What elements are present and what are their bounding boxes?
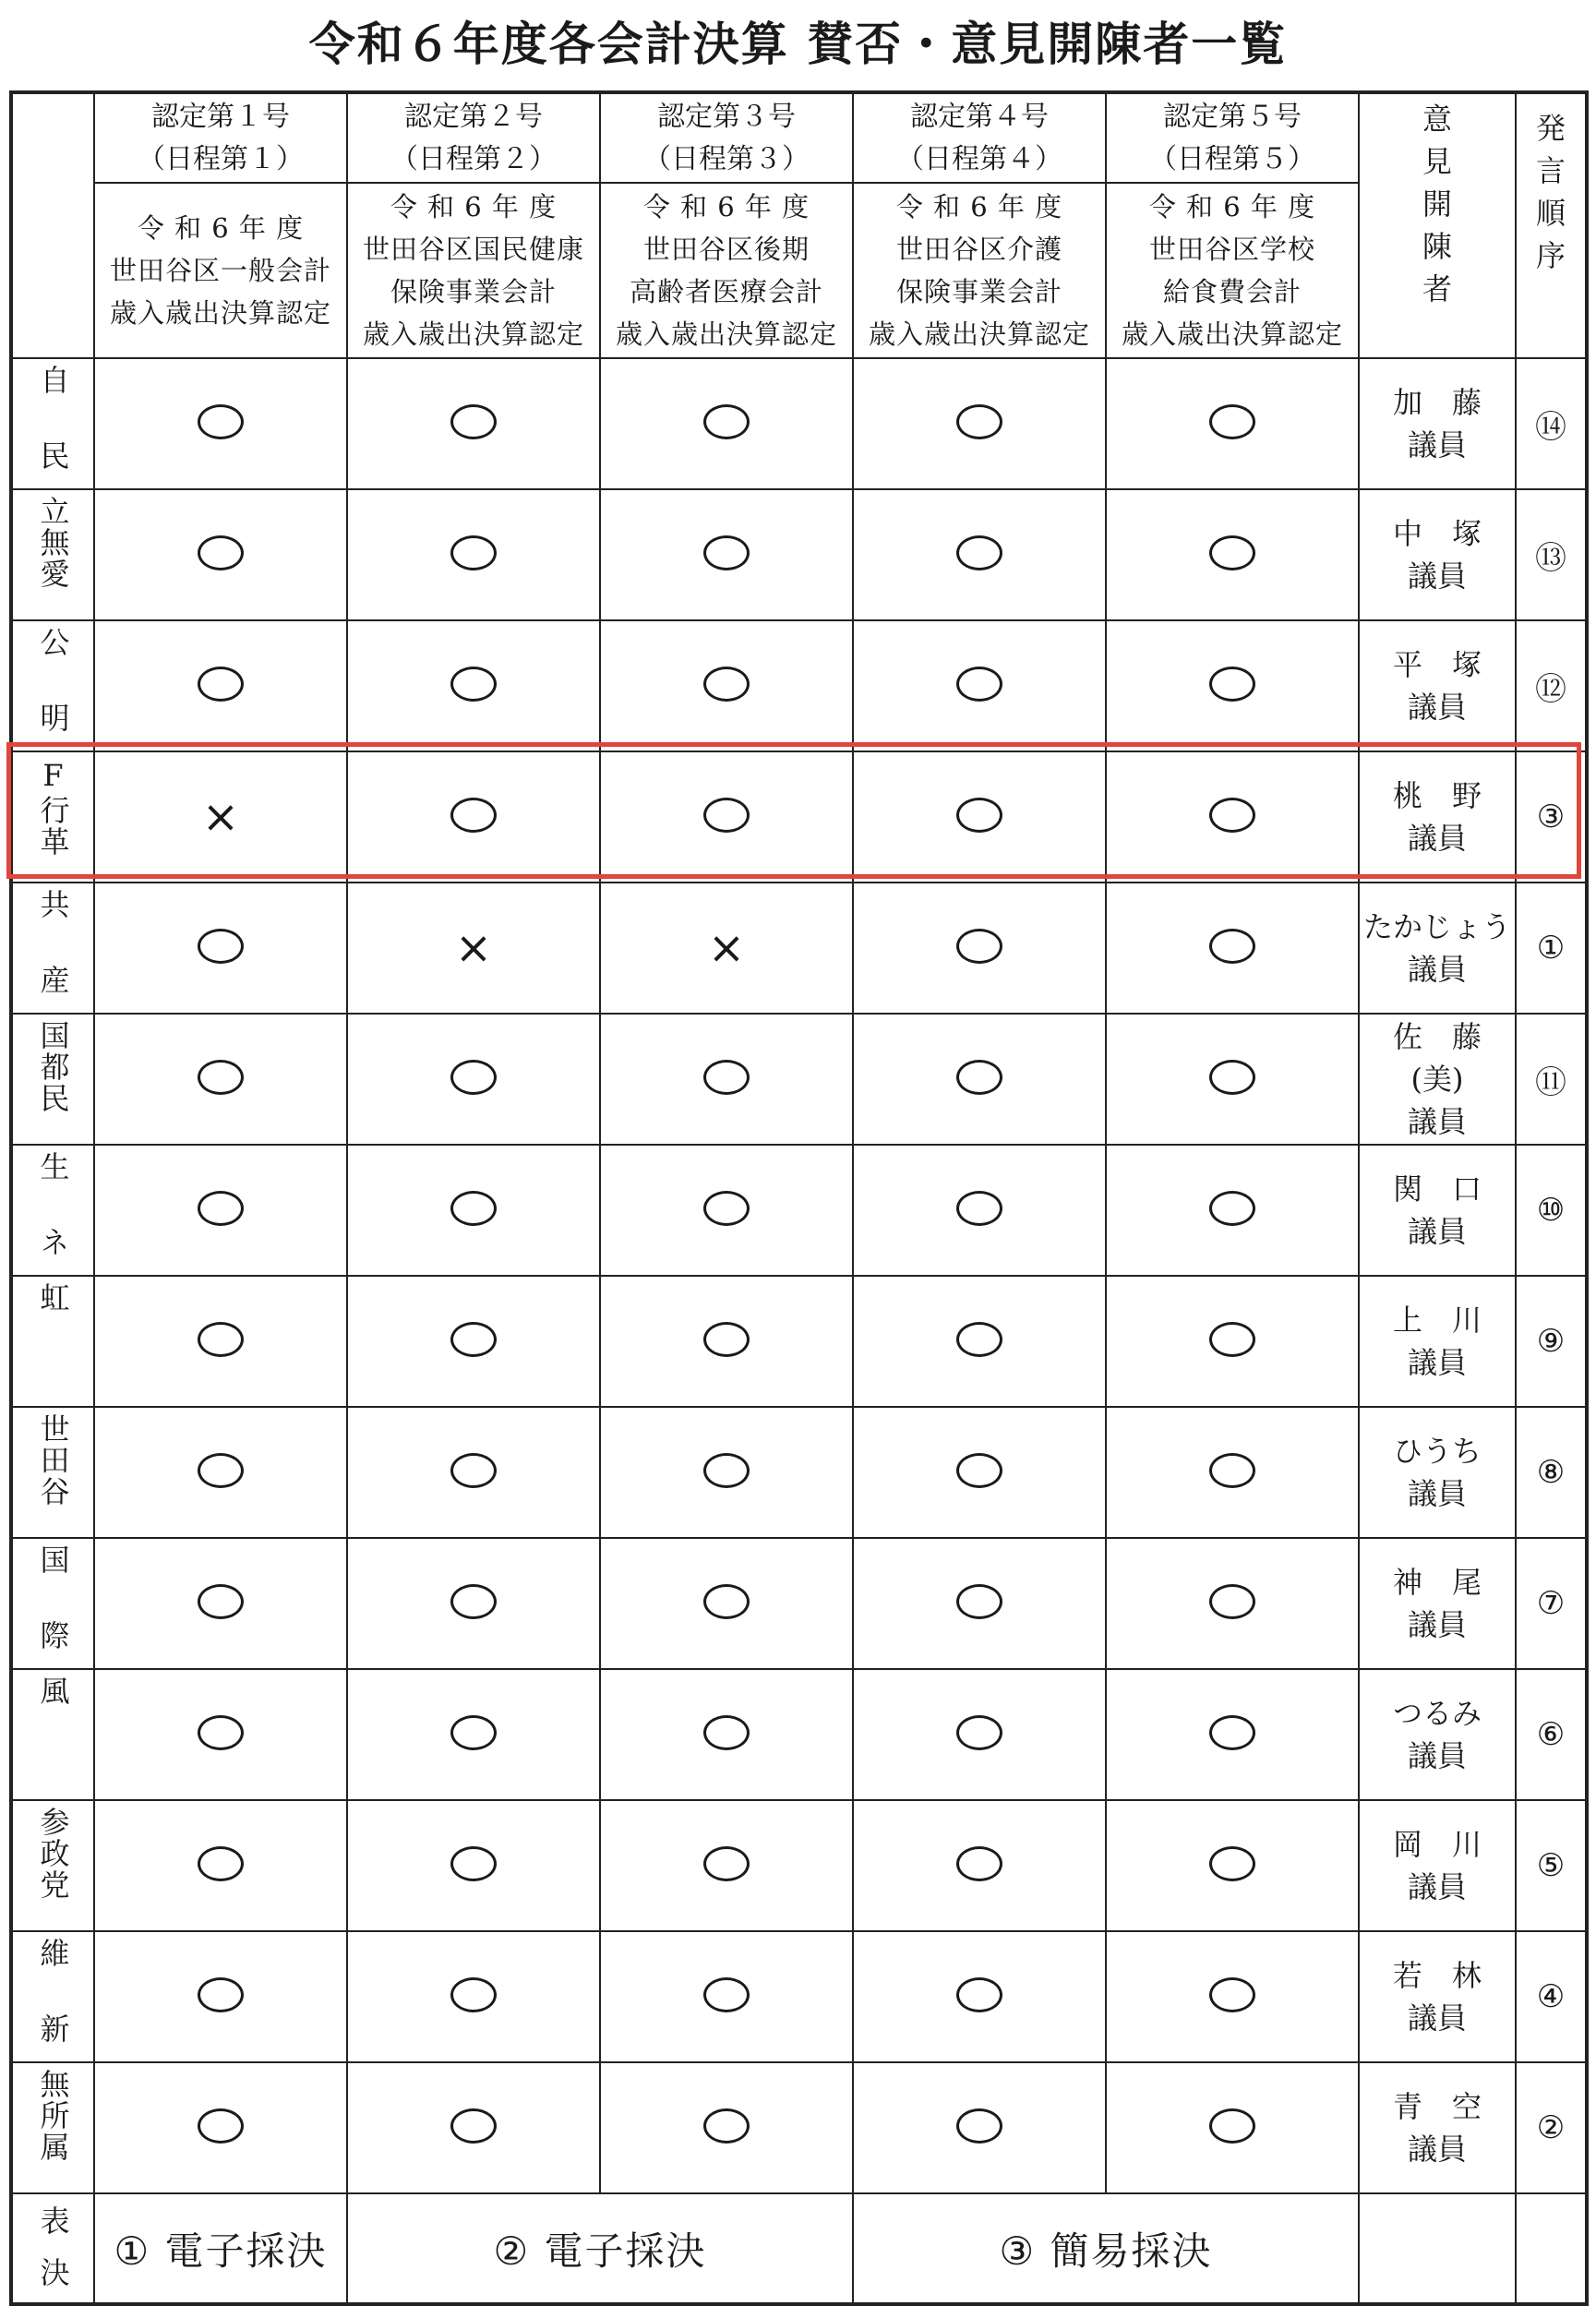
party-name: 虹: [35, 1282, 71, 1314]
vote-yes-mark: [1209, 404, 1255, 439]
speaker-name: つるみ: [1392, 1696, 1482, 1731]
vote-cell: [347, 883, 600, 1014]
vote-yes-mark: [956, 1977, 1002, 2012]
header-item-1-no: 認定第１号 （日程第１）: [94, 92, 347, 183]
speaking-order: ⑨: [1516, 1276, 1587, 1407]
vote-cell: [853, 1014, 1106, 1145]
vote-cell: [853, 883, 1106, 1014]
vote-cell: [853, 751, 1106, 883]
vote-cell: [94, 1669, 347, 1800]
header-row-desc: [11, 183, 1587, 358]
vote-yes-mark: [1209, 798, 1255, 833]
vote-method: ③ 簡易採決: [853, 2193, 1359, 2304]
speaker-cell: [1359, 1407, 1516, 1538]
header-item-5-desc: 令 和 6 年 度 世田谷区学校 給食費会計 歳入歳出決算認定: [1106, 183, 1359, 358]
opinion-header: 意 見 開 陳 者: [1359, 92, 1516, 358]
vote-cell: [347, 489, 600, 620]
vote-yes-mark: [703, 1191, 750, 1226]
vote-cell: [600, 1014, 853, 1145]
speaker-name: 若 林: [1392, 1958, 1482, 1993]
speaker-title: 議員: [1407, 1104, 1467, 1139]
speaker-cell: [1359, 883, 1516, 1014]
party-name: 国都民: [35, 1020, 71, 1114]
speaker-title: 議員: [1407, 2000, 1467, 2036]
speaker-cell: [1359, 1669, 1516, 1800]
vote-yes-mark: [703, 1060, 750, 1095]
vote-yes-mark: [1209, 2108, 1255, 2144]
vote-yes-mark: [956, 2108, 1002, 2144]
vote-yes-mark: [450, 1584, 497, 1619]
vote-cell: [347, 358, 600, 489]
vote-cell: [1106, 1931, 1359, 2062]
speaker-cell: [1359, 489, 1516, 620]
vote-yes-mark: [198, 929, 244, 964]
speaker-title: 議員: [1407, 1869, 1467, 1904]
header-item-1-desc: 令 和 6 年 度 世田谷区一般会計 歳入歳出決算認定: [94, 183, 347, 358]
party-cell: [11, 1669, 94, 1800]
vote-yes-mark: [198, 1191, 244, 1226]
vote-yes-mark: [450, 667, 497, 702]
vote-yes-mark: [956, 798, 1002, 833]
vote-yes-mark: [1209, 1584, 1255, 1619]
party-cell: [11, 358, 94, 489]
vote-yes-mark: [956, 1191, 1002, 1226]
party-cell: [11, 1145, 94, 1276]
speaking-order: ③: [1516, 751, 1587, 883]
speaker-title: 議員: [1407, 690, 1467, 725]
vote-cell: [347, 2062, 600, 2193]
vote-yes-mark: [450, 404, 497, 439]
vote-cell: [853, 1931, 1106, 2062]
vote-cell: [94, 1538, 347, 1669]
vote-yes-mark: [956, 404, 1002, 439]
vote-cell: [94, 1800, 347, 1931]
table-row: [11, 489, 1587, 620]
vote-cell: [94, 1276, 347, 1407]
header-row-top: [11, 92, 1587, 183]
header-item-4-desc: 令 和 6 年 度 世田谷区介護 保険事業会計 歳入歳出決算認定: [853, 183, 1106, 358]
vote-yes-mark: [703, 1453, 750, 1488]
order-header: 発 言 順 序: [1516, 92, 1587, 358]
speaking-order: ⑬: [1516, 489, 1587, 620]
vote-yes-mark: [956, 1060, 1002, 1095]
table-row: [11, 1669, 1587, 1800]
header-item-4-no: 認定第４号 （日程第４）: [853, 92, 1106, 183]
speaker-title: 議員: [1407, 952, 1467, 987]
vote-cell: [600, 1276, 853, 1407]
party-name: 共産: [35, 889, 71, 996]
footer-row: [11, 2193, 1587, 2304]
vote-cell: [853, 1276, 1106, 1407]
vote-yes-mark: [703, 1846, 750, 1881]
vote-cell: [347, 1407, 600, 1538]
speaking-order: ⑫: [1516, 620, 1587, 751]
speaking-order: ②: [1516, 2062, 1587, 2193]
vote-cell: [853, 1669, 1106, 1800]
party-name: 風: [35, 1675, 71, 1707]
vote-cell: [347, 1014, 600, 1145]
vote-yes-mark: [956, 1322, 1002, 1357]
vote-yes-mark: [1209, 1060, 1255, 1095]
vote-cell: [1106, 1014, 1359, 1145]
speaker-name: 中 塚: [1392, 516, 1482, 551]
vote-cell: [1106, 1145, 1359, 1276]
header-item-5-no: 認定第５号 （日程第５）: [1106, 92, 1359, 183]
vote-cell: [600, 1931, 853, 2062]
table-row: [11, 1538, 1587, 1669]
vote-cell: [853, 620, 1106, 751]
vote-yes-mark: [703, 798, 750, 833]
vote-cell: [1106, 1800, 1359, 1931]
speaker-cell: [1359, 2062, 1516, 2193]
vote-cell: [347, 1145, 600, 1276]
vote-cell: [1106, 1538, 1359, 1669]
table-row: [11, 620, 1587, 751]
corner-cell: [11, 92, 94, 358]
speaker-title: 議員: [1407, 1214, 1467, 1249]
vote-cell: [600, 1407, 853, 1538]
vote-yes-mark: [450, 1977, 497, 2012]
party-cell: [11, 1800, 94, 1931]
vote-cell: [94, 489, 347, 620]
party-name: 維新: [35, 1938, 71, 2045]
vote-cell: [347, 1669, 600, 1800]
party-name: 参政党: [35, 1807, 71, 1901]
table-row: [11, 1931, 1587, 2062]
header-item-3-no: 認定第３号 （日程第３）: [600, 92, 853, 183]
vote-yes-mark: [450, 798, 497, 833]
vote-yes-mark: [956, 1846, 1002, 1881]
vote-yes-mark: [450, 1322, 497, 1357]
speaking-order: ⑭: [1516, 358, 1587, 489]
vote-yes-mark: [703, 2108, 750, 2144]
vote-cell: [347, 1800, 600, 1931]
party-cell: [11, 1014, 94, 1145]
speaker-cell: [1359, 1276, 1516, 1407]
vote-yes-mark: [450, 1453, 497, 1488]
vote-no-mark: ×: [454, 922, 493, 974]
vote-yes-mark: [450, 535, 497, 570]
vote-cell: [1106, 1276, 1359, 1407]
vote-table: [9, 90, 1589, 2306]
party-name: 自民: [35, 365, 71, 472]
vote-yes-mark: [198, 1715, 244, 1750]
table-row: [11, 1014, 1587, 1145]
vote-cell: [1106, 2062, 1359, 2193]
header-item-2-no: 認定第２号 （日程第２）: [347, 92, 600, 183]
vote-cell: [94, 1407, 347, 1538]
vote-yes-mark: [956, 1584, 1002, 1619]
speaker-cell: [1359, 1014, 1516, 1145]
vote-cell: [347, 620, 600, 751]
vote-yes-mark: [956, 1715, 1002, 1750]
vote-cell: [853, 358, 1106, 489]
vote-yes-mark: [703, 1977, 750, 2012]
party-cell: [11, 751, 94, 883]
vote-cell: [94, 1145, 347, 1276]
vote-yes-mark: [703, 1715, 750, 1750]
vote-method: ② 電子採決: [347, 2193, 853, 2304]
vote-cell: [600, 883, 853, 1014]
vote-no-mark: ×: [201, 791, 240, 843]
vote-method-label: 表決: [11, 2193, 94, 2304]
vote-cell: [600, 358, 853, 489]
vote-cell: [94, 358, 347, 489]
page-title: 令和６年度各会計決算 賛否・意見開陳者一覧: [308, 18, 1288, 71]
vote-cell: [853, 2062, 1106, 2193]
vote-yes-mark: [198, 667, 244, 702]
party-cell: [11, 620, 94, 751]
vote-yes-mark: [703, 404, 750, 439]
vote-cell: [347, 1931, 600, 2062]
vote-yes-mark: [450, 1846, 497, 1881]
party-name: F行革: [35, 758, 71, 858]
speaker-title: 議員: [1407, 1738, 1467, 1773]
speaking-order: ⑥: [1516, 1669, 1587, 1800]
vote-yes-mark: [1209, 1846, 1255, 1881]
vote-cell: [94, 620, 347, 751]
vote-cell: [1106, 489, 1359, 620]
vote-yes-mark: [450, 1191, 497, 1226]
speaker-name: 青 空: [1392, 2089, 1482, 2124]
speaker-name: 上 川: [1392, 1303, 1482, 1338]
speaker-title: 議員: [1407, 1345, 1467, 1380]
vote-yes-mark: [956, 667, 1002, 702]
vote-yes-mark: [1209, 1453, 1255, 1488]
vote-yes-mark: [450, 1060, 497, 1095]
vote-yes-mark: [198, 535, 244, 570]
vote-cell: [94, 2062, 347, 2193]
vote-yes-mark: [450, 2108, 497, 2144]
vote-cell: [1106, 1669, 1359, 1800]
party-name: 立無愛: [35, 496, 71, 590]
speaker-cell: [1359, 1931, 1516, 2062]
speaking-order: ⑦: [1516, 1538, 1587, 1669]
speaker-name: 岡 川: [1392, 1827, 1482, 1862]
party-cell: [11, 1538, 94, 1669]
speaker-title: 議員: [1407, 1607, 1467, 1642]
speaking-order: ⑧: [1516, 1407, 1587, 1538]
speaker-name: たかじょう: [1362, 909, 1511, 944]
party-name: 公明: [35, 627, 71, 734]
speaker-name: 神 尾: [1392, 1565, 1482, 1600]
table-row: [11, 1145, 1587, 1276]
vote-cell: [853, 1800, 1106, 1931]
vote-yes-mark: [1209, 1322, 1255, 1357]
speaker-cell: [1359, 358, 1516, 489]
party-cell: [11, 2062, 94, 2193]
party-name: 国際: [35, 1544, 71, 1651]
speaker-name: ひうち: [1392, 1434, 1482, 1469]
vote-yes-mark: [956, 1453, 1002, 1488]
vote-yes-mark: [703, 535, 750, 570]
vote-yes-mark: [198, 1453, 244, 1488]
speaking-order: ④: [1516, 1931, 1587, 2062]
vote-no-mark: ×: [707, 922, 746, 974]
table-row: [11, 1407, 1587, 1538]
speaker-name: (美): [1410, 1062, 1464, 1097]
vote-cell: [600, 1669, 853, 1800]
party-cell: [11, 1407, 94, 1538]
vote-method: ① 電子採決: [94, 2193, 347, 2304]
speaker-title: 議員: [1407, 2132, 1467, 2167]
speaking-order: ⑤: [1516, 1800, 1587, 1931]
vote-cell: [94, 883, 347, 1014]
speaker-cell: [1359, 1538, 1516, 1669]
vote-cell: [94, 1931, 347, 2062]
speaker-cell: [1359, 751, 1516, 883]
vote-cell: [853, 1538, 1106, 1669]
vote-yes-mark: [198, 2108, 244, 2144]
vote-yes-mark: [198, 404, 244, 439]
vote-yes-mark: [1209, 929, 1255, 964]
party-cell: [11, 489, 94, 620]
footer-empty-order: [1516, 2193, 1587, 2304]
speaking-order: ⑩: [1516, 1145, 1587, 1276]
party-name: 生ネ: [35, 1151, 71, 1258]
vote-yes-mark: [703, 1322, 750, 1357]
vote-cell: [600, 1538, 853, 1669]
vote-cell: [853, 1407, 1106, 1538]
vote-cell: [347, 751, 600, 883]
vote-cell: [1106, 751, 1359, 883]
party-cell: [11, 883, 94, 1014]
speaker-name: 桃 野: [1392, 778, 1482, 813]
speaker-name: 平 塚: [1392, 647, 1482, 682]
vote-cell: [600, 620, 853, 751]
vote-yes-mark: [198, 1846, 244, 1881]
speaker-title: 議員: [1407, 558, 1467, 594]
speaker-name: 佐 藤: [1392, 1019, 1482, 1054]
vote-cell: [94, 751, 347, 883]
speaker-cell: [1359, 1145, 1516, 1276]
speaker-title: 議員: [1407, 1476, 1467, 1511]
vote-yes-mark: [450, 1715, 497, 1750]
party-name: 無所属: [35, 2069, 71, 2163]
vote-yes-mark: [703, 667, 750, 702]
vote-cell: [347, 1538, 600, 1669]
vote-cell: [600, 489, 853, 620]
vote-cell: [1106, 358, 1359, 489]
table-row: [11, 883, 1587, 1014]
speaking-order: ①: [1516, 883, 1587, 1014]
vote-cell: [853, 489, 1106, 620]
vote-yes-mark: [198, 1322, 244, 1357]
vote-yes-mark: [956, 535, 1002, 570]
vote-yes-mark: [956, 929, 1002, 964]
vote-yes-mark: [1209, 535, 1255, 570]
table-row: [11, 2062, 1587, 2193]
speaker-name: 関 口: [1392, 1171, 1482, 1207]
vote-yes-mark: [1209, 1977, 1255, 2012]
party-cell: [11, 1931, 94, 2062]
speaker-title: 議員: [1407, 427, 1467, 462]
vote-yes-mark: [1209, 1191, 1255, 1226]
vote-cell: [1106, 620, 1359, 751]
vote-cell: [853, 1145, 1106, 1276]
vote-cell: [600, 1145, 853, 1276]
vote-yes-mark: [1209, 667, 1255, 702]
vote-yes-mark: [198, 1584, 244, 1619]
vote-cell: [347, 1276, 600, 1407]
table-row: [11, 358, 1587, 489]
vote-cell: [600, 1800, 853, 1931]
speaker-name: 加 藤: [1392, 385, 1482, 420]
speaking-order: ⑪: [1516, 1014, 1587, 1145]
vote-cell: [600, 2062, 853, 2193]
speaker-title: 議員: [1407, 821, 1467, 856]
header-item-3-desc: 令 和 6 年 度 世田谷区後期 高齢者医療会計 歳入歳出決算認定: [600, 183, 853, 358]
vote-cell: [94, 1014, 347, 1145]
party-name: 世田谷: [35, 1413, 71, 1507]
vote-cell: [1106, 883, 1359, 1014]
speaker-cell: [1359, 1800, 1516, 1931]
table-row: [11, 1276, 1587, 1407]
vote-yes-mark: [703, 1584, 750, 1619]
vote-cell: [600, 751, 853, 883]
footer-empty-speaker: [1359, 2193, 1516, 2304]
vote-yes-mark: [198, 1060, 244, 1095]
vote-cell: [1106, 1407, 1359, 1538]
speaker-cell: [1359, 620, 1516, 751]
vote-yes-mark: [198, 1977, 244, 2012]
party-cell: [11, 1276, 94, 1407]
vote-yes-mark: [1209, 1715, 1255, 1750]
header-item-2-desc: 令 和 6 年 度 世田谷区国民健康 保険事業会計 歳入歳出決算認定: [347, 183, 600, 358]
table-row: [11, 1800, 1587, 1931]
table-row: [11, 751, 1587, 883]
